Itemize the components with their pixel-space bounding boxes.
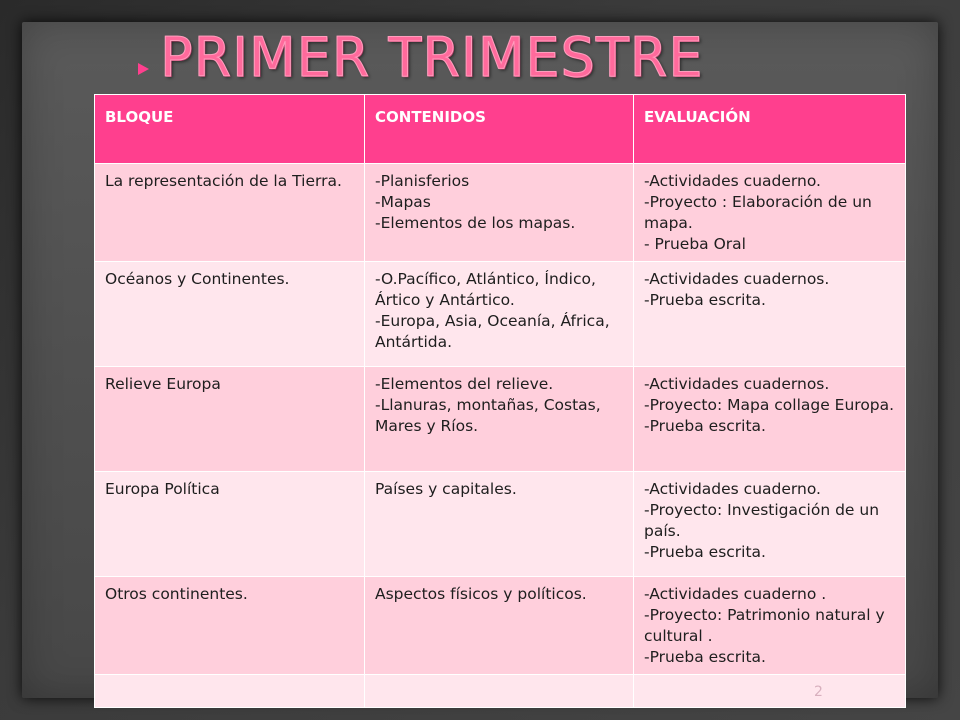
cell-line: -Prueba escrita.	[644, 543, 766, 561]
cell-line: -O.Pacífico, Atlántico, Índico, Ártico y Antártico.	[375, 270, 596, 309]
table-row	[95, 367, 906, 472]
cell-line: -Prueba escrita.	[644, 417, 766, 435]
cell-line: -Proyecto: Patrimonio natural y cultural .	[644, 606, 885, 645]
cell-line: -Prueba escrita.	[644, 648, 766, 666]
cell-line: -Planisferios	[375, 172, 470, 190]
table-row	[95, 675, 906, 708]
cell-line: -Proyecto: Mapa collage Europa.	[644, 396, 895, 414]
cell-bloque	[95, 262, 365, 367]
cell-contenidos	[365, 262, 634, 367]
table-row	[95, 577, 906, 675]
cell-line: -Proyecto: Investigación de un país.	[644, 501, 880, 540]
cell-line: Europa Política	[105, 480, 220, 498]
header-evaluacion: EVALUACIÓN	[634, 95, 906, 164]
cell-contenidos	[365, 675, 634, 708]
slide-title: PRIMER TRIMESTRE	[160, 26, 704, 89]
cell-line: -Prueba escrita.	[644, 291, 766, 309]
cell-line: -Proyecto : Elaboración de un mapa.	[644, 193, 872, 232]
cell-evaluacion	[634, 577, 906, 675]
cell-line: -Actividades cuaderno.	[644, 172, 821, 190]
cell-bloque	[95, 675, 365, 708]
cell-contenidos	[365, 472, 634, 577]
header-contenidos: CONTENIDOS	[365, 95, 634, 164]
cell-contenidos	[365, 164, 634, 262]
cell-line: - Prueba Oral	[644, 235, 746, 253]
cell-line: -Actividades cuadernos.	[644, 375, 830, 393]
table-row	[95, 262, 906, 367]
cell-contenidos	[365, 367, 634, 472]
cell-evaluacion	[634, 367, 906, 472]
table-row	[95, 472, 906, 577]
cell-evaluacion	[634, 262, 906, 367]
cell-line: -Llanuras, montañas, Costas, Mares y Ríos.	[375, 396, 601, 435]
cell-line: Países y capitales.	[375, 480, 517, 498]
cell-line: -Elementos de los mapas.	[375, 214, 576, 232]
cell-bloque	[95, 472, 365, 577]
cell-evaluacion	[634, 164, 906, 262]
cell-line: Océanos y Continentes.	[105, 270, 290, 288]
cell-bloque	[95, 164, 365, 262]
table-header-row	[95, 95, 906, 164]
cell-bloque	[95, 577, 365, 675]
cell-evaluacion	[634, 472, 906, 577]
cell-evaluacion	[634, 675, 906, 708]
cell-line: Relieve Europa	[105, 375, 221, 393]
page-number: 2	[814, 684, 823, 700]
cell-line: Aspectos físicos y políticos.	[375, 585, 587, 603]
cell-line: Otros continentes.	[105, 585, 248, 603]
cell-line: -Elementos del relieve.	[375, 375, 554, 393]
cell-line: -Actividades cuadernos.	[644, 270, 830, 288]
header-bloque: BLOQUE	[95, 95, 365, 164]
table-row	[95, 164, 906, 262]
schedule-table	[94, 94, 906, 708]
cell-line: -Actividades cuaderno.	[644, 480, 821, 498]
cell-bloque	[95, 367, 365, 472]
cell-contenidos	[365, 577, 634, 675]
cell-line: La representación de la Tierra.	[105, 172, 342, 190]
cell-line: -Mapas	[375, 193, 431, 211]
triangle-bullet-icon	[136, 62, 150, 76]
cell-line: -Actividades cuaderno .	[644, 585, 827, 603]
cell-line: -Europa, Asia, Oceanía, África, Antártida.	[375, 312, 610, 351]
